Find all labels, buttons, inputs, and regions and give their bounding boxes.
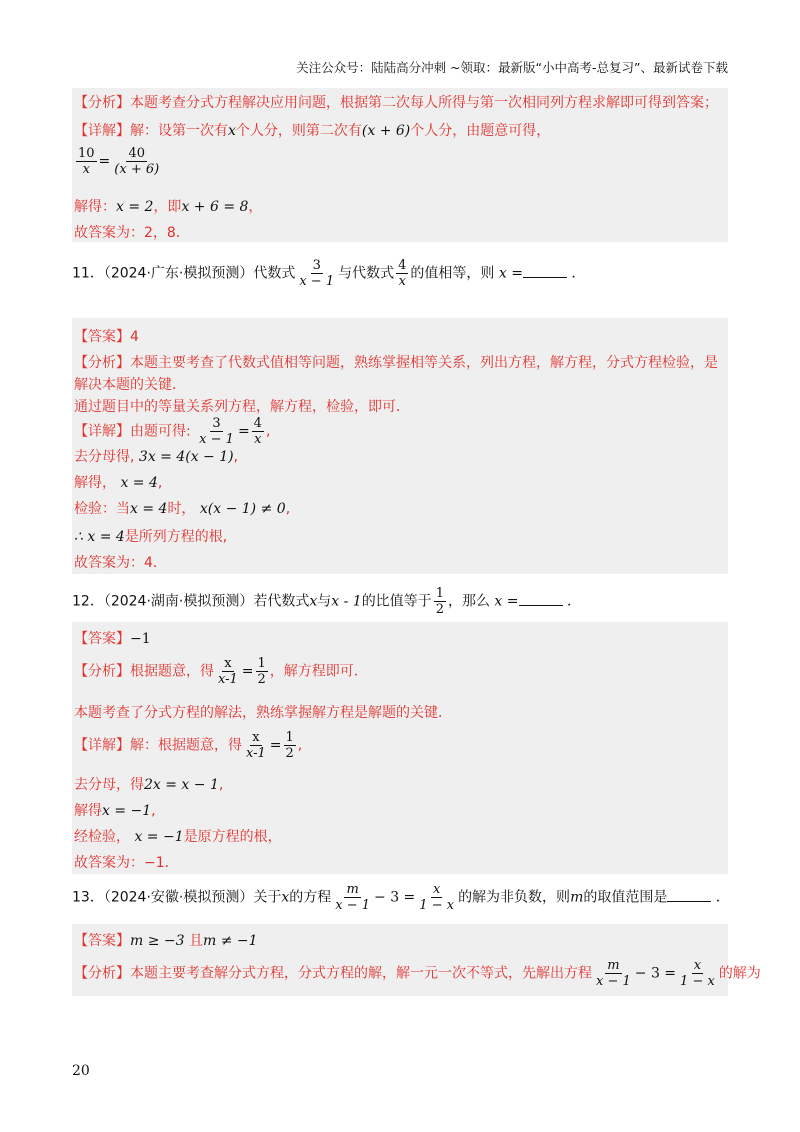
- step-line: 解得， x = 4,: [74, 475, 163, 491]
- analysis-text: 【分析】本题主要考查了代数式值相等问题，熟练掌握相等关系，列出方程，解方程，分式方程检验，是: [74, 355, 718, 371]
- solve-line: 解得：x = 2，即x + 6 = 8，: [74, 199, 263, 215]
- step-line: 去分母得, 3x = 4(x − 1),: [74, 449, 239, 465]
- answer-blank: [667, 889, 711, 902]
- step-line: ∴ x = 4是所列方程的根,: [74, 529, 228, 545]
- analysis-text: 解决本题的关键．: [74, 377, 186, 393]
- answer-label: 【答案】m ≥ −3 且m ≠ −1: [74, 933, 258, 949]
- analysis-text: 本题考查了分式方程的解法，熟练掌握解方程是解题的关键．: [74, 705, 452, 721]
- step-line: 检验：当x = 4时， x(x − 1) ≠ 0,: [74, 501, 291, 517]
- step-line: 去分母，得2x = x − 1,: [74, 777, 224, 793]
- solution-block-q11: [72, 318, 728, 574]
- step-line: 经检验， x = −1是原方程的根，: [74, 829, 282, 845]
- solution-block-q13: [72, 924, 761, 996]
- solution-block-q10: [72, 88, 728, 242]
- answer-line: 故答案为：−1．: [74, 855, 179, 871]
- equation-line: $\frac{10}{x}$ = $\frac{40}{(x + 6)}$: [78, 146, 160, 177]
- page-number: 20: [72, 1063, 90, 1079]
- step-line: 解得x = −1,: [74, 803, 156, 819]
- detail-line: 【详解】解：根据题意，得 $\frac{x}{x-1}$ = $\frac{1}{2}$ ,: [74, 730, 303, 761]
- answer-label: 【答案】4: [74, 329, 139, 345]
- analysis-line: 【分析】本题主要考查解分式方程，分式方程的解，解一元一次不等式，先解出方程 $\frac{m}{x - 1}$ − 3 = $\frac{x}{1 - x}$ 的解为: [74, 958, 761, 989]
- answer-line: 故答案为：2，8．: [74, 225, 190, 241]
- solution-block-q12: [72, 622, 728, 874]
- analysis-line: 【分析】根据题意，得 $\frac{x}{x-1}$ = $\frac{1}{2}$ ，解方程即可．: [74, 656, 368, 687]
- question-13: 13．（2024·安徽·模拟预测）关于x的方程 $\frac{m}{x - 1}$ − 3 = $\frac{x}{1 - x}$ 的解为非负数，则m的取值范围是 ．: [72, 882, 730, 913]
- detail-line: 【详解】解：设第一次有x个人分，则第二次有(x + 6)个人分，由题意可得，: [74, 123, 551, 139]
- analysis-text: 【分析】本题考查分式方程解决应用问题，根据第二次每人所得与第一次相同列方程求解即可得到答案；: [74, 95, 718, 111]
- answer-blank: [519, 593, 563, 606]
- answer-line: 故答案为：4．: [74, 555, 167, 571]
- question-11: 11．（2024·广东·模拟预测）代数式 $\frac{3}{x - 1}$ 与代数式 $\frac{4}{x}$ 的值相等，则 x = ．: [72, 258, 586, 289]
- detail-line: 【详解】由题可得: $\frac{3}{x - 1}$ = $\frac{4}{x}$ ,: [74, 416, 271, 447]
- answer-label: 【答案】−1: [74, 631, 151, 647]
- page-header: 关注公众号：陆陆高分冲刺 ~领取：最新版“小中高考-总复习”、最新试卷下载: [296, 60, 728, 75]
- question-12: 12．（2024·湖南·模拟预测）若代数式x与x - 1的比值等于 $\frac{1}{2}$ ，那么 x = ．: [72, 586, 581, 617]
- answer-blank: [523, 265, 567, 278]
- analysis-text: 通过题目中的等量关系列方程，解方程，检验，即可．: [74, 399, 410, 415]
